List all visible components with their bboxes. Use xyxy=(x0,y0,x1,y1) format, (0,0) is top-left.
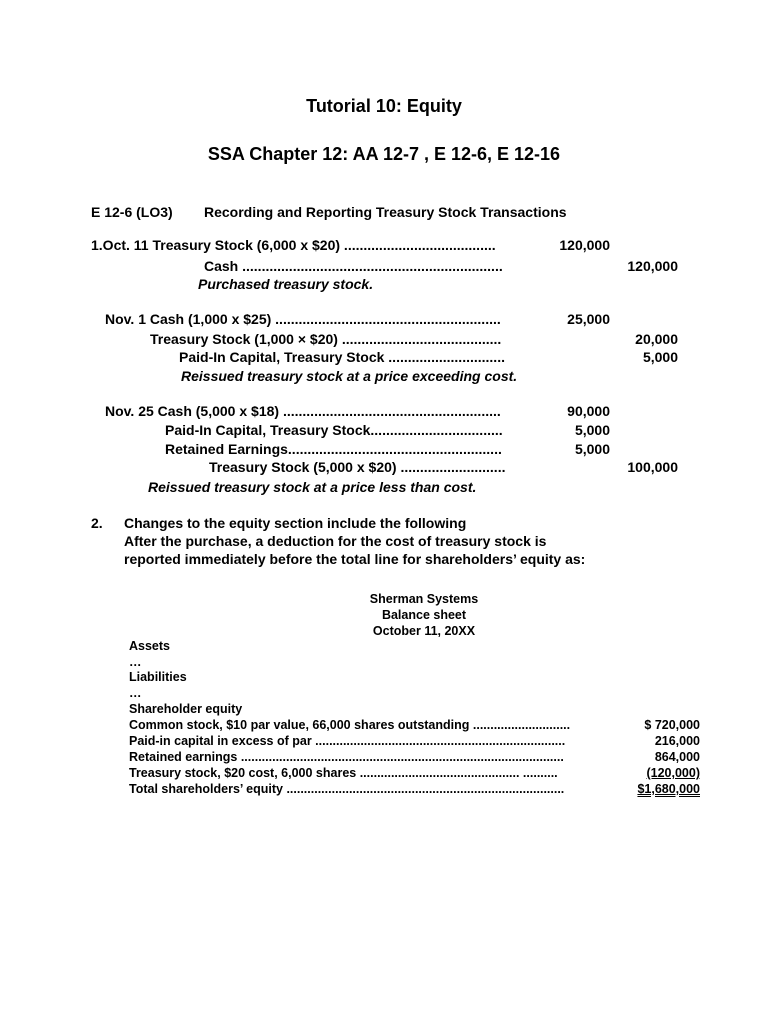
journal-nov1-line1: Nov. 1 Cash (1,000 x $25) .......................................................... xyxy=(105,311,501,327)
exercise-heading: Recording and Reporting Treasury Stock Transactions xyxy=(204,204,567,220)
journal-nov25-line4: Treasury Stock (5,000 x $20) ........................... xyxy=(209,459,506,475)
page-subtitle: SSA Chapter 12: AA 12-7 , E 12-6, E 12-16 xyxy=(207,144,561,164)
journal-oct11-credit: 120,000 xyxy=(627,258,678,274)
journal-oct11-memo: Purchased treasury stock. xyxy=(198,276,374,292)
bs-row-label: Paid-in capital in excess of par ........................................................................ xyxy=(129,734,566,748)
journal-nov1-memo: Reissued treasury stock at a price exceeding cost. xyxy=(181,368,518,384)
bs-row-value: $ 720,000 xyxy=(644,718,700,732)
bs-row-label: Common stock, $10 par value, 66,000 shares outstanding ............................ xyxy=(129,718,571,732)
journal-oct11-line1: 1.Oct. 11 Treasury Stock (6,000 x $20) ....................................... xyxy=(91,237,496,253)
exercise-code: E 12-6 (LO3) xyxy=(91,204,173,220)
bs-equity-heading: Shareholder equity xyxy=(129,702,243,716)
bs-row-label: Retained earnings ............................................................................................. xyxy=(129,750,564,764)
page-title: Tutorial 10: Equity xyxy=(306,96,462,116)
bs-row-value: $1,680,000 xyxy=(637,782,700,796)
part2-number: 2. xyxy=(91,515,103,531)
journal-nov25-line3: Retained Earnings....................................................... xyxy=(165,441,502,457)
journal-nov25-debit3: 5,000 xyxy=(574,441,610,457)
part2-line3: reported immediately before the total line for shareholders’ equity as: xyxy=(124,551,586,567)
journal-nov1-credit1: 20,000 xyxy=(635,331,678,347)
bs-row-value: 216,000 xyxy=(654,734,700,748)
bs-name: Balance sheet xyxy=(381,608,467,622)
journal-nov1-line3: Paid-In Capital, Treasury Stock .............................. xyxy=(179,349,505,365)
bs-ellipsis-1: … xyxy=(129,655,142,669)
part2-line1: Changes to the equity section include the following xyxy=(124,515,467,531)
bs-row-label: Total shareholders’ equity ................................................................................ xyxy=(129,782,565,796)
journal-oct11-debit: 120,000 xyxy=(559,237,610,253)
journal-nov25-debit1: 90,000 xyxy=(567,403,610,419)
part2-line2: After the purchase, a deduction for the cost of treasury stock is xyxy=(124,533,547,549)
bs-row-value: 864,000 xyxy=(654,750,700,764)
journal-nov1-debit: 25,000 xyxy=(567,311,610,327)
bs-ellipsis-2: … xyxy=(129,686,142,700)
journal-nov25-line2: Paid-In Capital, Treasury Stock.................................. xyxy=(165,422,503,438)
bs-row-value: (120,000) xyxy=(646,766,700,780)
journal-nov1-line2: Treasury Stock (1,000 × $20) ......................................... xyxy=(150,331,502,347)
journal-nov25-credit: 100,000 xyxy=(627,459,678,475)
journal-nov1-credit2: 5,000 xyxy=(642,349,678,365)
bs-row-label: Treasury stock, $20 cost, 6,000 shares .............................................. .......... xyxy=(129,766,558,780)
bs-liabilities: Liabilities xyxy=(129,670,187,684)
journal-nov25-memo: Reissued treasury stock at a price less than cost. xyxy=(148,479,477,495)
journal-nov25-line1: Nov. 25 Cash (5,000 x $18) ........................................................ xyxy=(105,403,501,419)
bs-date: October 11, 20XX xyxy=(372,624,476,638)
journal-oct11-line2: Cash ................................................................... xyxy=(204,258,503,274)
bs-assets: Assets xyxy=(129,639,170,653)
bs-company: Sherman Systems xyxy=(369,592,479,606)
journal-nov25-debit2: 5,000 xyxy=(574,422,610,438)
